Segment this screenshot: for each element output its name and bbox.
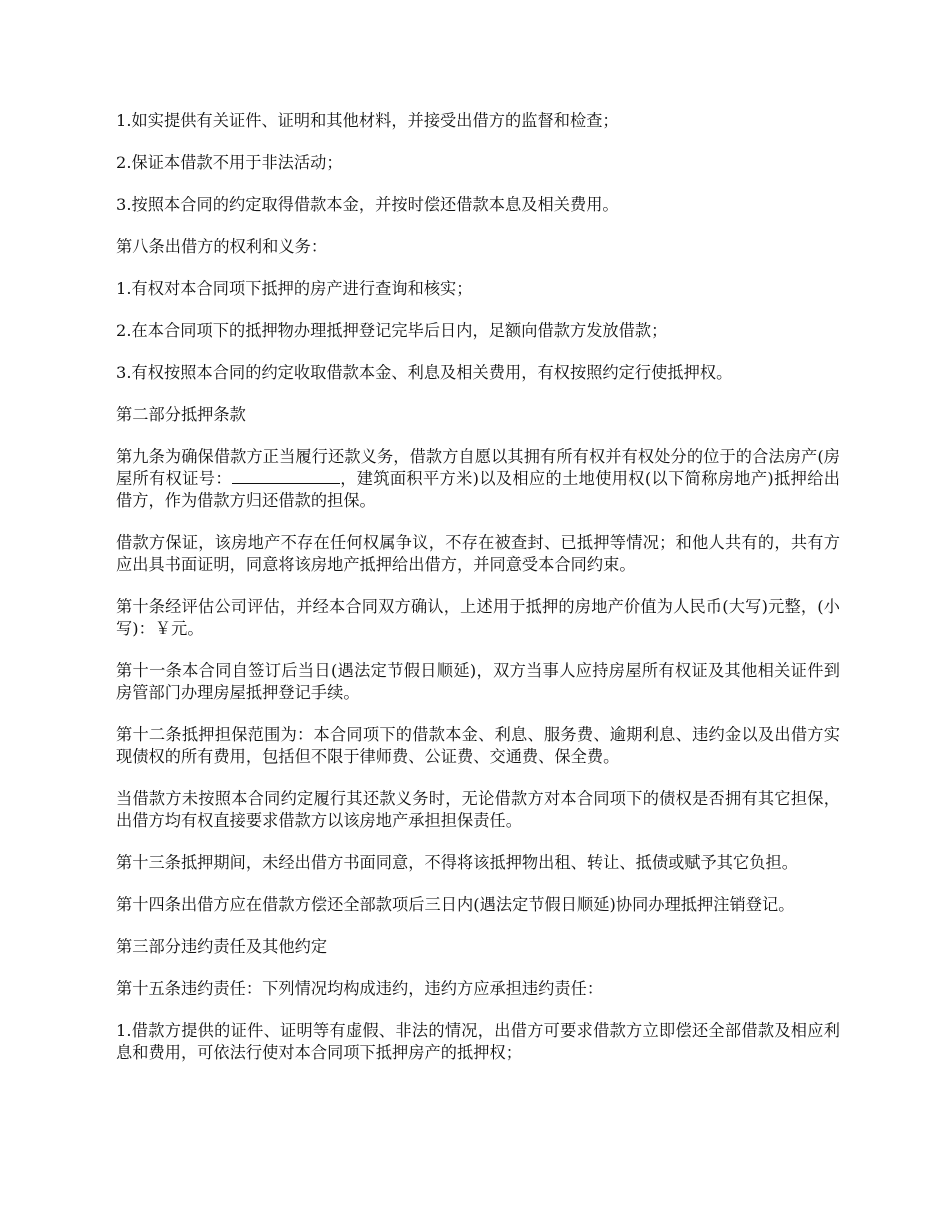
paragraph-article-10: 第十条经评估公司评估，并经本合同双方确认，上述用于抵押的房地产价值为人民币(大写)元整，(小写)：￥元。 xyxy=(116,597,840,638)
certificate-number-blank xyxy=(232,468,340,484)
paragraph-article-9 xyxy=(116,446,840,512)
article-9-text-before: 第九条为确保借款方正当履行还款义务，借款方自愿以其拥有所有权并有权处分的位于的合法房产(房屋所有权证号： xyxy=(116,447,840,488)
article-9-text-after: ，建筑面积平方米)以及相应的土地使用权(以下简称房地产)抵押给出借方，作为借款方归还借款的担保。 xyxy=(116,469,840,510)
heading-part-3: 第三部分违约责任及其他约定 xyxy=(116,937,328,956)
paragraph-lender-right-2: 2.在本合同项下的抵押物办理抵押登记完毕后日内，足额向借款方发放借款； xyxy=(116,321,668,340)
paragraph-article-11: 第十一条本合同自签订后当日(遇法定节假日顺延)，双方当事人应持房屋所有权证及其他相关证件到房管部门办理房屋抵押登记手续。 xyxy=(116,661,840,702)
heading-article-8: 第八条出借方的权利和义务： xyxy=(116,237,328,256)
paragraph-breach-1: 1.借款方提供的证件、证明等有虚假、非法的情况，出借方可要求借款方立即偿还全部借款及相应利息和费用，可依法行使对本合同项下抵押房产的抵押权； xyxy=(116,1021,840,1062)
paragraph-lender-right-1: 1.有权对本合同项下抵押的房产进行查询和核实； xyxy=(116,279,473,298)
paragraph-borrower-obligation-3: 3.按照本合同的约定取得借款本金，并按时偿还借款本息及相关费用。 xyxy=(116,195,619,214)
paragraph-borrower-obligation-1: 1.如实提供有关证件、证明和其他材料，并接受出借方的监督和检查； xyxy=(116,111,619,130)
paragraph-article-15: 第十五条违约责任：下列情况均构成违约，违约方应承担违约责任： xyxy=(116,979,604,998)
paragraph-borrower-guarantee: 借款方保证，该房地产不存在任何权属争议，不存在被查封、已抵押等情况；和他人共有的，共有方应出具书面证明，同意将该房地产抵押给出借方，并同意受本合同约束。 xyxy=(116,533,840,574)
paragraph-guarantee-liability: 当借款方未按照本合同约定履行其还款义务时，无论借款方对本合同项下的债权是否拥有其它担保，出借方均有权直接要求借款方以该房地产承担担保责任。 xyxy=(116,789,840,830)
document-body xyxy=(116,110,840,1084)
paragraph-article-12: 第十二条抵押担保范围为：本合同项下的借款本金、利息、服务费、逾期利息、违约金以及出借方实现债权的所有费用，包括但不限于律师费、公证费、交通费、保全费。 xyxy=(116,725,840,766)
paragraph-article-14: 第十四条出借方应在借款方偿还全部款项后三日内(遇法定节假日顺延)协同办理抵押注销登记。 xyxy=(116,895,795,914)
paragraph-lender-right-3: 3.有权按照本合同的约定收取借款本金、利息及相关费用，有权按照约定行使抵押权。 xyxy=(116,363,733,382)
paragraph-article-13: 第十三条抵押期间，未经出借方书面同意，不得将该抵押物出租、转让、抵债或赋予其它负担。 xyxy=(116,853,798,872)
heading-part-2: 第二部分抵押条款 xyxy=(116,405,246,424)
paragraph-borrower-obligation-2: 2.保证本借款不用于非法活动； xyxy=(116,153,343,172)
